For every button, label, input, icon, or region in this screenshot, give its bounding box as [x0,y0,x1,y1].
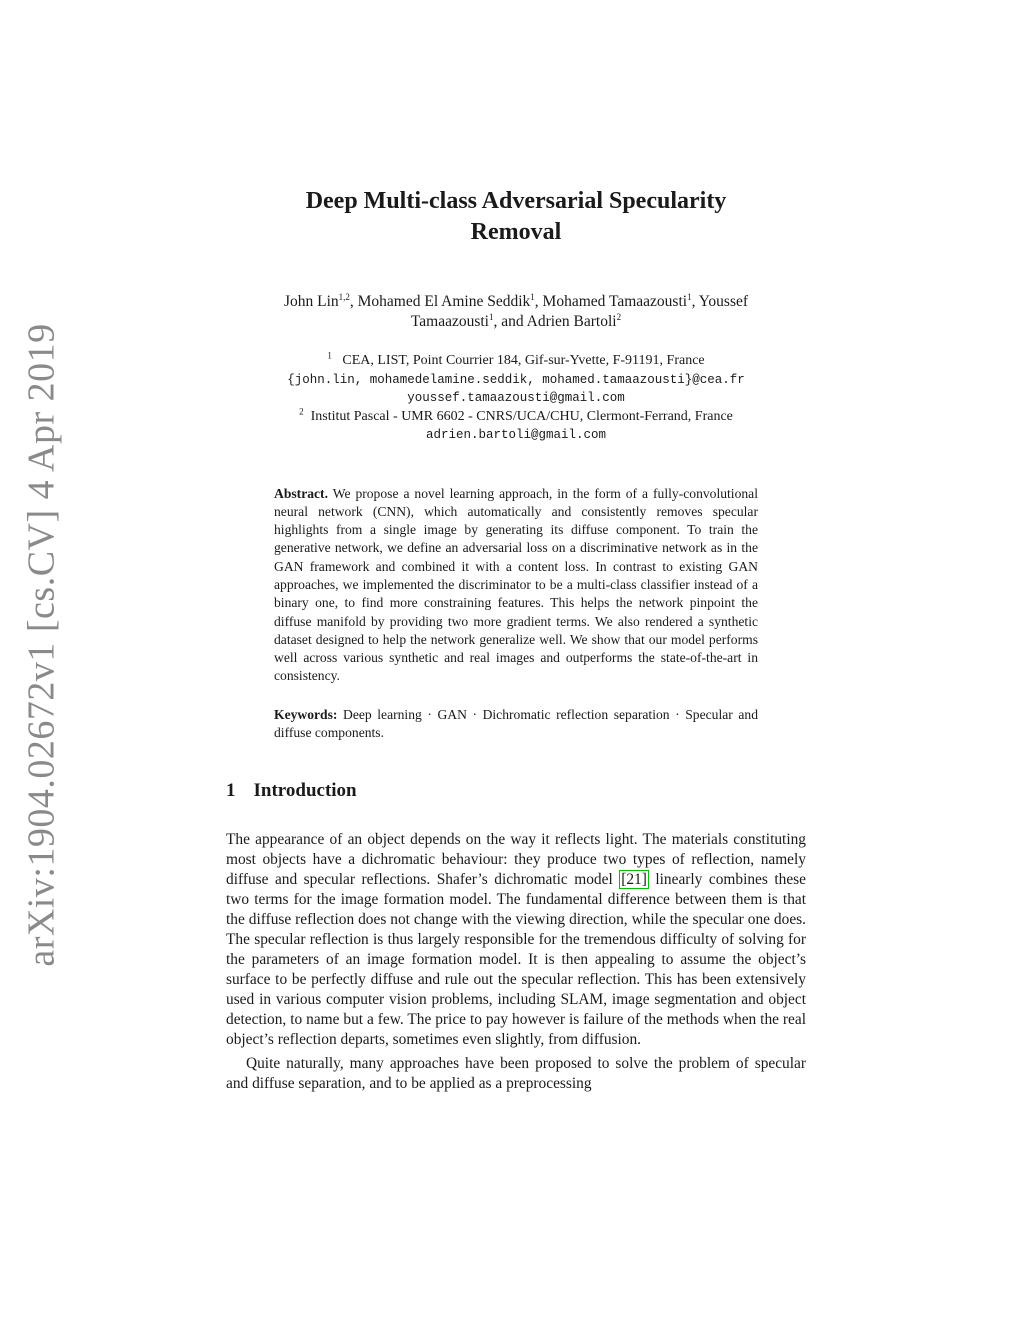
author-line-1 [226,292,806,312]
intro-paragraph-1-text-b: linearly combines these two terms for the image formation model. The fundamental difference between them is that the diffuse reflection does not change with the viewing direction, while the specular one does. The specular reflection is thus largely responsible for the tremendous difficulty of solving for the parameters of an image formation model. It is then appealing to assume the object’s surface to be perfectly diffuse and rule out the specular reflection. This has been extensively used in various computer vision problems, including SLAM, image segmentation and object detection, to name but a few. The price to pay however is failure of the methods when the real object’s reflection departs, sometimes even slightly, from diffusion. [226,871,806,1049]
section-number: 1 [226,780,236,802]
author-name: , Youssef [691,293,749,310]
author-name: Tamaazousti [410,313,489,330]
author-affil-sup: 2 [616,311,622,322]
intro-paragraph-2: Quite naturally, many approaches have been proposed to solve the problem of specular and diffuse separation, and to be applied as a preprocessing [226,1055,806,1093]
arxiv-identifier-text: arXiv:1904.02672v1 [cs.CV] 4 Apr 2019 [21,323,63,967]
author-name: , Mohamed El Amine Seddik [349,293,531,310]
affiliation-1-text: CEA, LIST, Point Courrier 184, Gif-sur-Yvette, F-91191, France [342,353,705,368]
author-affil-sup: 1,2 [338,291,350,302]
affiliation-2 [226,405,806,427]
section-heading-introduction [226,780,806,802]
keywords [274,706,758,743]
affiliation-2-marker: 2 [299,405,304,416]
abstract [274,485,758,686]
affiliation-1 [226,352,806,371]
author-name: , and Adrien Bartoli [493,313,617,330]
affiliation-2-email: adrien.bartoli@gmail.com [425,428,607,442]
arxiv-identifier-stamp [21,323,63,967]
section-title: Introduction [253,780,357,802]
author-affil-sup: 1 [687,291,692,302]
affiliation-2-text: Institut Pascal - UMR 6602 - CNRS/UCA/CHU, Clermont-Ferrand, France [310,408,733,424]
keywords-label: Keywords: [274,706,338,722]
author-list [226,292,806,332]
paper-page [226,186,806,1094]
author-line-2 [226,312,806,332]
intro-paragraph-1 [226,830,806,1050]
title-line-1: Deep Multi-class Adversarial Specularity [305,188,727,214]
author-name: John Lin [283,293,339,310]
abstract-text: We propose a novel learning approach, in the form of a fully-convolutional neural network (CNN), which automatically and consistently removes specular highlights from a single image by generating its diffuse component. To train the generative network, we define an adversarial loss on a discriminative network as in the GAN framework and combined it with a content loss. In contrast to existing GAN approaches, we implemented the discriminator to be a multi-class classifier instead of a binary one, to find more constraining features. This helps the network pinpoint the diffuse manifold by providing two more gradient terms. We also rendered a synthetic dataset designed to help the network generalize well. We show that our model performs well across various synthetic and real images and outperforms the state-of-the-art in consistency. [274,485,758,684]
affiliation-1-email-2: youssef.tamaazousti@gmail.com [407,391,625,405]
keywords-text: Deep learning · GAN · Dichromatic reflection separation · Specular and diffuse components. [274,706,758,741]
paper-title [226,186,806,248]
intro-paragraph-1-text-a: The appearance of an object depends on the way it reflects light. The materials constituting most objects have a dichromatic behaviour: they produce two types of reflection, namely diffuse and specular reflections. Shafer’s dichromatic model [226,831,806,889]
author-affil-sup: 1 [488,311,494,322]
affiliations [226,352,806,445]
author-name: , Mohamed Tamaazousti [534,293,688,310]
abstract-label: Abstract. [274,485,328,501]
citation-link-21[interactable]: [21] [621,871,647,889]
author-affil-sup: 1 [530,291,535,302]
affiliation-1-marker: 1 [327,350,332,361]
affiliation-1-emails: {john.lin, mohamedelamine.seddik, mohamed.tamaazousti}@cea.fr [287,372,745,387]
title-line-2: Removal [470,219,562,245]
